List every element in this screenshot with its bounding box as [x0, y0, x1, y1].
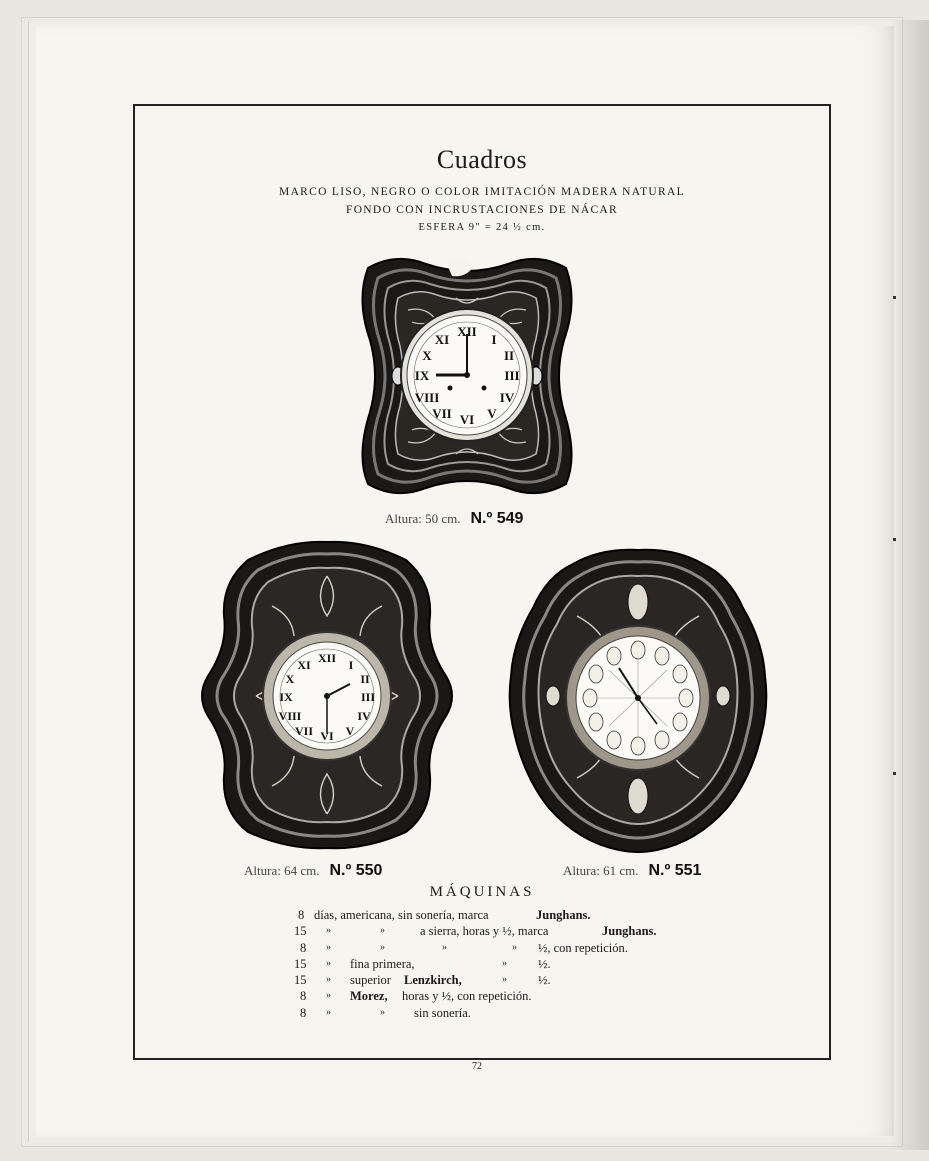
subtitle-line-1: MARCO LISO, NEGRO O COLOR IMITACIÓN MADERA NATURAL [279, 186, 685, 198]
brand: Morez, [350, 989, 388, 1004]
svg-text:VII: VII [432, 406, 452, 421]
ditto-mark: » [442, 941, 447, 953]
ditto-mark: » [380, 925, 385, 937]
list-item [290, 1005, 720, 1021]
ditto-mark: » [326, 990, 331, 1002]
edge-mark [893, 296, 896, 299]
description: fina primera, [350, 956, 415, 971]
svg-text:X: X [285, 672, 295, 686]
brand: Lenzkirch, [404, 973, 462, 988]
svg-text:IV: IV [499, 390, 515, 405]
svg-text:VIII: VIII [278, 709, 302, 723]
svg-text:IX: IX [279, 690, 293, 704]
subtitle-line-2: FONDO CON INCRUSTACIONES DE NÁCAR [346, 204, 618, 216]
svg-text:IV: IV [357, 709, 371, 723]
days: 8 [300, 1005, 307, 1020]
days: 15 [294, 973, 307, 988]
clock-550-illustration [196, 536, 458, 854]
list-item [290, 988, 720, 1004]
maquinas-heading: MÁQUINAS [429, 884, 535, 900]
ditto-mark: » [380, 1006, 385, 1018]
svg-text:I: I [491, 332, 497, 347]
svg-text:VIII: VIII [414, 390, 440, 405]
clock-551-caption [563, 862, 701, 880]
page-gutter-shadow [889, 20, 929, 1150]
list-item [290, 972, 720, 988]
ditto-mark: » [380, 941, 385, 953]
svg-text:I: I [348, 658, 354, 672]
ditto-mark: » [502, 974, 507, 986]
svg-text:V: V [487, 406, 497, 421]
maquinas-list [290, 907, 720, 1021]
ditto-mark: » [512, 941, 517, 953]
svg-text:XI: XI [434, 332, 450, 347]
ditto-mark: » [326, 974, 331, 986]
svg-text:II: II [503, 348, 515, 363]
days: 8 [300, 940, 307, 955]
svg-text:III: III [360, 690, 376, 704]
clock-549-number: N.º 549 [470, 510, 524, 527]
description: superior [350, 973, 391, 988]
ditto-mark: » [326, 941, 331, 953]
description-suffix: ½. [538, 973, 551, 988]
svg-text:VI: VI [459, 412, 475, 427]
svg-text:II: II [360, 672, 370, 686]
ditto-mark: » [502, 957, 507, 969]
days: 15 [294, 924, 307, 939]
description-suffix: ½. [538, 956, 551, 971]
subtitle-line-3: ESFERA 9" = 24 ½ cm. [418, 222, 546, 233]
clock-550-caption [244, 862, 382, 880]
edge-mark [893, 538, 896, 541]
clock-551-illustration [507, 546, 769, 854]
svg-text:X: X [422, 348, 432, 363]
description: a sierra, horas y ½, marca [420, 924, 549, 939]
page-title: Cuadros [436, 145, 528, 174]
svg-text:VI: VI [320, 729, 334, 743]
svg-text:XII: XII [317, 651, 337, 665]
brand: Junghans. [536, 908, 591, 922]
svg-text:XII: XII [457, 324, 477, 339]
clock-550-height: Altura: 64 cm. [244, 863, 320, 878]
list-item [290, 956, 720, 972]
svg-text:VII: VII [294, 724, 314, 738]
clock-551-height: Altura: 61 cm. [563, 863, 639, 878]
brand: Junghans. [602, 924, 657, 939]
page-number: 72 [472, 1061, 482, 1072]
clock-550-number: N.º 550 [329, 862, 383, 879]
list-item [290, 907, 720, 923]
description: sin sonería. [414, 1005, 471, 1020]
svg-text:IX: IX [414, 368, 430, 383]
ditto-mark: » [326, 925, 331, 937]
clock-549-illustration [356, 250, 578, 502]
clock-551-number: N.º 551 [648, 862, 702, 879]
ditto-mark: » [326, 957, 331, 969]
edge-mark [893, 772, 896, 775]
description: horas y ½, con repetición. [402, 989, 532, 1004]
days: 8 [298, 908, 305, 922]
description: ½, con repetición. [538, 940, 628, 955]
svg-text:III: III [504, 368, 520, 383]
clock-549-height: Altura: 50 cm. [385, 511, 461, 526]
description: días, americana, sin sonería, marca [314, 908, 489, 922]
clock-549-caption [385, 510, 523, 528]
list-item [290, 940, 720, 956]
days: 8 [300, 989, 307, 1004]
svg-text:XI: XI [297, 658, 311, 672]
svg-text:V: V [345, 724, 355, 738]
list-item [290, 923, 720, 939]
days: 15 [294, 956, 307, 971]
ditto-mark: » [326, 1006, 331, 1018]
